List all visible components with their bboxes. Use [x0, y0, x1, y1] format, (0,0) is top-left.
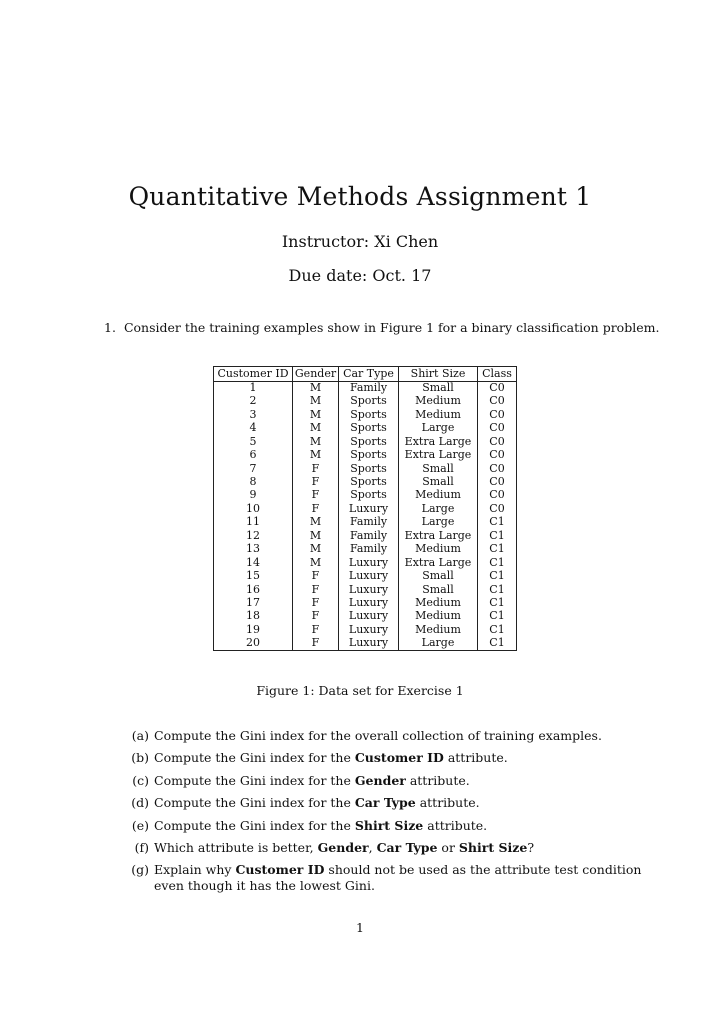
sub-question-text: should not be used as the attribute test condition even though it has the lowest Gini.: [154, 862, 642, 894]
cell-class: C0: [478, 449, 517, 462]
cell-customer-id: 11: [246, 515, 260, 529]
sub-question-label: (b): [131, 750, 149, 766]
sub-question-text: Compute the Gini index for the: [154, 795, 355, 811]
cell-shirt-size: Medium: [399, 597, 478, 610]
table-row: [214, 516, 517, 529]
cell-shirt-size: Large: [399, 637, 478, 651]
cell-gender: M: [293, 422, 339, 435]
cell-car-type: Sports: [339, 462, 399, 475]
bold-term: Gender: [317, 839, 369, 855]
question-number: 1.: [104, 320, 116, 335]
cell-class: C1: [478, 623, 517, 636]
cell-car-type: Sports: [339, 449, 399, 462]
table-row: [214, 556, 517, 569]
column-header: Gender: [293, 367, 339, 382]
cell-car-type: Sports: [339, 476, 399, 489]
question-1: [104, 320, 659, 335]
cell-shirt-size: Small: [399, 476, 478, 489]
sub-question-label: (d): [131, 795, 149, 811]
cell-class: C1: [478, 543, 517, 556]
instructor-line: Instructor: Xi Chen: [281, 232, 439, 251]
table-row: [214, 502, 517, 515]
cell-shirt-size: Medium: [399, 623, 478, 636]
sub-questions: [125, 728, 645, 901]
cell-customer-id: 8: [249, 475, 257, 489]
cell-shirt-size: Extra Large: [399, 449, 478, 462]
cell-customer-id: 12: [246, 528, 260, 542]
cell-class: C1: [478, 597, 517, 610]
sub-question-f: [125, 840, 645, 856]
sub-question-text: ,: [368, 839, 377, 855]
cell-class: C0: [478, 502, 517, 515]
cell-customer-id: 2: [249, 394, 257, 408]
table-row: [214, 570, 517, 583]
column-header: Car Type: [339, 367, 399, 382]
cell-class: C0: [478, 476, 517, 489]
table-header-row: [214, 367, 517, 382]
cell-shirt-size: Medium: [399, 408, 478, 421]
cell-car-type: Luxury: [339, 637, 399, 651]
cell-gender: M: [293, 543, 339, 556]
sub-question-a: [125, 728, 645, 744]
cell-shirt-size: Medium: [399, 489, 478, 502]
sub-question-g: [125, 862, 645, 894]
sub-question-e: [125, 818, 645, 834]
cell-customer-id: 16: [246, 582, 260, 596]
cell-gender: F: [293, 583, 339, 596]
cell-class: C1: [478, 637, 517, 651]
bold-term: Gender: [354, 772, 406, 788]
sub-question-text: Explain why: [154, 862, 236, 878]
table-row: [214, 449, 517, 462]
cell-customer-id: 18: [246, 609, 260, 623]
cell-car-type: Sports: [339, 489, 399, 502]
bold-term: Car Type: [354, 795, 416, 811]
cell-class: C1: [478, 610, 517, 623]
sub-question-text: Compute the Gini index for the: [154, 772, 355, 788]
document-title: Quantitative Methods Assignment 1: [128, 182, 592, 211]
sub-question-text: attribute.: [405, 772, 470, 788]
cell-customer-id: 13: [246, 542, 260, 556]
cell-class: C0: [478, 381, 517, 395]
bold-term: Customer ID: [235, 862, 325, 878]
cell-shirt-size: Medium: [399, 543, 478, 556]
cell-car-type: Luxury: [339, 556, 399, 569]
cell-shirt-size: Extra Large: [399, 435, 478, 448]
cell-car-type: Family: [339, 381, 399, 395]
cell-car-type: Luxury: [339, 610, 399, 623]
cell-gender: M: [293, 516, 339, 529]
sub-question-b: [125, 750, 645, 766]
cell-customer-id: 1: [249, 380, 257, 394]
cell-shirt-size: Extra Large: [399, 529, 478, 542]
cell-class: C0: [478, 435, 517, 448]
cell-gender: F: [293, 502, 339, 515]
sub-question-text: Compute the Gini index for the overall collection of training examples.: [154, 728, 602, 743]
cell-car-type: Sports: [339, 435, 399, 448]
cell-gender: F: [293, 476, 339, 489]
cell-gender: M: [293, 529, 339, 542]
sub-question-text: Compute the Gini index for the: [154, 750, 355, 766]
cell-class: C0: [478, 489, 517, 502]
cell-gender: M: [293, 449, 339, 462]
cell-class: C0: [478, 408, 517, 421]
table-row: [214, 476, 517, 489]
cell-gender: F: [293, 597, 339, 610]
table-row: [214, 623, 517, 636]
cell-gender: M: [293, 381, 339, 395]
cell-shirt-size: Small: [399, 462, 478, 475]
sub-question-text: Which attribute is better,: [154, 839, 318, 855]
table-row: [214, 489, 517, 502]
cell-class: C1: [478, 556, 517, 569]
sub-question-text: or: [437, 839, 459, 855]
cell-gender: M: [293, 408, 339, 421]
cell-customer-id: 20: [246, 636, 260, 650]
bold-term: Shirt Size: [354, 817, 424, 833]
cell-shirt-size: Small: [399, 583, 478, 596]
table-row: [214, 435, 517, 448]
cell-car-type: Luxury: [339, 502, 399, 515]
sub-question-label: (a): [131, 728, 149, 743]
table-row: [214, 408, 517, 421]
cell-customer-id: 15: [246, 569, 260, 583]
cell-car-type: Luxury: [339, 623, 399, 636]
sub-question-label: (e): [131, 817, 149, 833]
cell-class: C1: [478, 529, 517, 542]
cell-gender: M: [293, 435, 339, 448]
figure-caption: Figure 1: Data set for Exercise 1: [256, 683, 464, 698]
table-row: [214, 610, 517, 623]
bold-term: Car Type: [376, 839, 438, 855]
sub-question-text: attribute.: [415, 795, 480, 811]
table-row: [214, 381, 517, 395]
table-row: [214, 543, 517, 556]
column-header: Class: [478, 367, 517, 382]
question-text: Consider the training examples show in Figure 1 for a binary classification problem.: [123, 320, 660, 335]
table-row: [214, 583, 517, 596]
cell-shirt-size: Extra Large: [399, 556, 478, 569]
cell-customer-id: 10: [246, 501, 260, 515]
due-date-line: Due date: Oct. 17: [288, 266, 432, 285]
sub-question-label: (c): [132, 772, 149, 788]
cell-class: C0: [478, 395, 517, 408]
cell-car-type: Luxury: [339, 570, 399, 583]
cell-car-type: Family: [339, 529, 399, 542]
table-row: [214, 597, 517, 610]
cell-class: C0: [478, 422, 517, 435]
table-row: [214, 422, 517, 435]
sub-question-d: [125, 795, 645, 811]
cell-customer-id: 17: [246, 595, 260, 609]
cell-class: C1: [478, 583, 517, 596]
cell-car-type: Family: [339, 543, 399, 556]
cell-customer-id: 14: [246, 555, 260, 569]
cell-car-type: Luxury: [339, 583, 399, 596]
cell-customer-id: 5: [249, 434, 257, 448]
cell-shirt-size: Large: [399, 502, 478, 515]
cell-shirt-size: Small: [399, 381, 478, 395]
cell-customer-id: 9: [249, 488, 257, 502]
cell-car-type: Family: [339, 516, 399, 529]
cell-class: C0: [478, 462, 517, 475]
table-row: [214, 637, 517, 651]
sub-question-label: (f): [134, 839, 149, 855]
cell-gender: F: [293, 610, 339, 623]
table-row: [214, 462, 517, 475]
bold-term: Shirt Size: [458, 839, 528, 855]
cell-car-type: Sports: [339, 422, 399, 435]
cell-gender: M: [293, 556, 339, 569]
cell-car-type: Sports: [339, 395, 399, 408]
cell-shirt-size: Large: [399, 516, 478, 529]
cell-customer-id: 19: [246, 622, 260, 636]
table-row: [214, 395, 517, 408]
sub-question-label: (g): [131, 862, 149, 878]
cell-shirt-size: Small: [399, 570, 478, 583]
table-body: [214, 381, 517, 651]
sub-question-text: Compute the Gini index for the: [154, 817, 355, 833]
cell-class: C1: [478, 516, 517, 529]
sub-question-text: attribute.: [443, 750, 508, 766]
cell-gender: F: [293, 489, 339, 502]
cell-gender: F: [293, 570, 339, 583]
cell-customer-id: 7: [249, 461, 257, 475]
cell-gender: F: [293, 462, 339, 475]
bold-term: Customer ID: [354, 750, 444, 766]
column-header: Shirt Size: [399, 367, 478, 382]
cell-car-type: Luxury: [339, 597, 399, 610]
table-row: [214, 529, 517, 542]
cell-class: C1: [478, 570, 517, 583]
page-number: 1: [356, 920, 364, 935]
sub-question-text: attribute.: [423, 817, 488, 833]
cell-shirt-size: Medium: [399, 395, 478, 408]
cell-customer-id: 4: [249, 421, 257, 435]
cell-customer-id: 3: [249, 407, 257, 421]
cell-shirt-size: Medium: [399, 610, 478, 623]
sub-question-text: ?: [527, 839, 535, 855]
data-table: [213, 366, 517, 651]
cell-gender: M: [293, 395, 339, 408]
sub-question-c: [125, 773, 645, 789]
cell-shirt-size: Large: [399, 422, 478, 435]
cell-car-type: Sports: [339, 408, 399, 421]
cell-customer-id: 6: [249, 448, 257, 462]
cell-gender: F: [293, 637, 339, 651]
cell-gender: F: [293, 623, 339, 636]
column-header: Customer ID: [214, 367, 293, 382]
